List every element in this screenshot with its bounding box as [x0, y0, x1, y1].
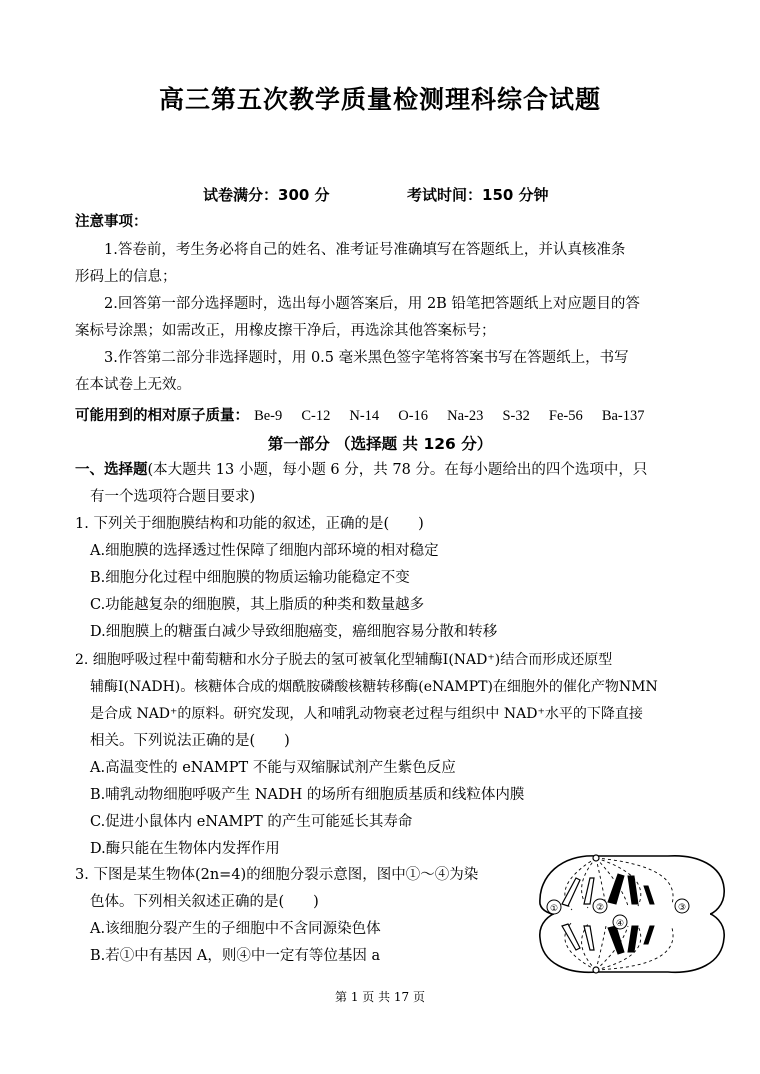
- chromosome-label-2: ②: [595, 903, 605, 913]
- q3-option: A.该细胞分裂产生的子细胞中不含同源染色体: [90, 921, 381, 937]
- q1-option: C.功能越复杂的细胞膜，其上脂质的种类和数量越多: [90, 597, 425, 613]
- atomic-mass-item: C-12: [301, 408, 331, 424]
- centriole-top: [593, 855, 599, 861]
- chromosome-label-1: ①: [549, 904, 559, 914]
- chromosome-label-4: ④: [615, 919, 625, 929]
- q1-stem: 1. 下列关于细胞膜结构和功能的叙述，正确的是( ): [75, 516, 424, 532]
- notice-line: 案标号涂黑；如需改正，用橡皮擦干净后，再选涂其他答案标号；: [75, 323, 496, 339]
- atomic-mass-item: Ba-137: [601, 408, 645, 424]
- notice-line: 3.作答第二部分非选择题时，用 0.5 毫米黑色签字笔将答案书写在答题纸上，书写: [104, 350, 629, 366]
- atomic-mass-row: [75, 406, 659, 426]
- q2-stem: 2. 细胞呼吸过程中葡萄糖和水分子脱去的氢可被氧化型辅酶Ⅰ(NAD⁺)结合而形成还原型: [75, 652, 613, 668]
- full-score: 试卷满分：300 分: [203, 186, 330, 204]
- cell-division-figure: [532, 846, 732, 981]
- atomic-mass-item: Be-9: [254, 408, 283, 424]
- chromosome-1-lower: [562, 924, 580, 950]
- page-footer: 第 1 页 共 17 页: [335, 990, 425, 1004]
- q2-stem: 是合成 NAD⁺的原料。研究发现，人和哺乳动物衰老过程与组织中 NAD⁺水平的下降直接: [90, 706, 643, 722]
- part1-intro: [75, 460, 647, 480]
- chromosome-label-3: ③: [677, 903, 687, 913]
- chromosome-small-upper: [644, 886, 654, 904]
- chromosome-3-lower: [608, 926, 624, 954]
- chromosome-4-upper: [628, 876, 638, 904]
- notice-line: 1.答卷前，考生务必将自己的姓名、准考证号准确填写在答题纸上，并认真核准条: [104, 242, 626, 258]
- atomic-mass-label: 可能用到的相对原子质量：: [75, 408, 249, 424]
- notice-heading: 注意事项：: [75, 214, 148, 230]
- q3-stem: 3. 下图是某生物体(2n=4)的细胞分裂示意图，图中①～④为染: [75, 867, 479, 883]
- cell-membrane: [540, 856, 724, 972]
- q2-option: B.哺乳动物细胞呼吸产生 NADH 的场所有细胞质基质和线粒体内膜: [90, 787, 525, 803]
- part1-intro-text: (本大题共 13 小题，每小题 6 分，共 78 分。在每小题给出的四个选项中，只: [147, 462, 648, 478]
- chromosome-1-upper: [562, 878, 580, 906]
- chromosome-2-upper: [584, 878, 594, 904]
- chromosome-2-lower: [584, 926, 594, 950]
- chromosome-3-upper: [608, 874, 624, 904]
- centriole-bottom: [593, 967, 599, 973]
- q2-stem: 相关。下列说法正确的是( ): [90, 733, 290, 749]
- section-heading: 第一部分 （选择题 共 126 分）: [267, 435, 493, 453]
- atomic-mass-item: Na-23: [447, 408, 484, 424]
- atomic-mass-item: N-14: [349, 408, 380, 424]
- q2-stem: 辅酶Ⅰ(NADH)。核糖体合成的烟酰胺磷酸核糖转移酶(eNAMPT)在细胞外的催化产物NMN: [90, 679, 658, 695]
- part1-intro-cont: 有一个选项符合题目要求): [90, 489, 256, 505]
- lower-chromosomes: [562, 924, 654, 954]
- atomic-mass-item: S-32: [502, 408, 530, 424]
- chromosome-4-lower: [628, 926, 638, 952]
- notice-line: 2.回答第一部分选择题时，选出每小题答案后，用 2B 铅笔把答题纸上对应题目的答: [104, 296, 640, 312]
- q2-option: C.促进小鼠体内 eNAMPT 的产生可能延长其寿命: [90, 814, 413, 830]
- atomic-mass-item: O-16: [398, 408, 429, 424]
- chromosome-small-lower: [644, 926, 654, 944]
- q1-option: B.细胞分化过程中细胞膜的物质运输功能稳定不变: [90, 570, 410, 586]
- q2-option: A.高温变性的 eNAMPT 不能与双缩脲试剂产生紫色反应: [90, 760, 456, 776]
- atomic-mass-item: Fe-56: [548, 408, 583, 424]
- exam-time: 考试时间：150 分钟: [407, 186, 549, 204]
- notice-line: 在本试卷上无效。: [75, 377, 191, 393]
- q3-option: B.若①中有基因 A，则④中一定有等位基因 a: [90, 948, 381, 964]
- q1-option: D.细胞膜上的糖蛋白减少导致细胞癌变，癌细胞容易分散和转移: [90, 624, 498, 640]
- page-title: 高三第五次教学质量检测理科综合试题: [158, 85, 601, 114]
- q3-stem: 色体。下列相关叙述正确的是( ): [90, 894, 319, 910]
- part1-heading: 一、选择题: [75, 462, 148, 478]
- notice-line: 形码上的信息；: [75, 269, 177, 285]
- q1-option: A.细胞膜的选择透过性保障了细胞内部环境的相对稳定: [90, 543, 439, 559]
- q2-option: D.酶只能在生物体内发挥作用: [90, 841, 280, 857]
